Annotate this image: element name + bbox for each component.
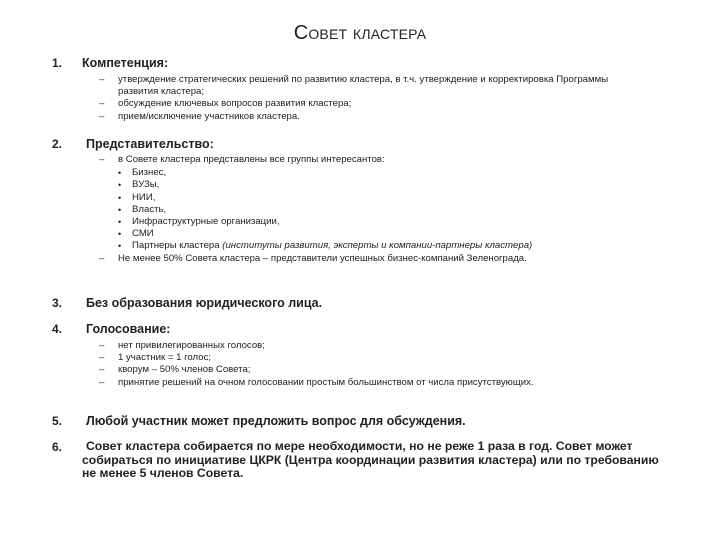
- list-item: – 1 участник = 1 голос;: [99, 352, 212, 364]
- section-heading: Без образования юридического лица.: [86, 296, 323, 310]
- section-number: 3.: [52, 296, 63, 310]
- list-item: – утверждение стратегических решений по развитию кластера, в т.ч. утверждение и корректировка Программы развития кластера;: [99, 74, 609, 98]
- list-item: – нет привилегированных голосов;: [99, 340, 265, 351]
- list-item: – кворум – 50% членов Совета;: [99, 364, 251, 376]
- section-number: 4.: [52, 322, 63, 336]
- list-item: – обсуждение ключевых вопросов развития кластера;: [99, 98, 352, 110]
- section-number: 2.: [52, 137, 63, 151]
- list-item: – принятие решений на очном голосовании простым большинством от числа присутствующих.: [99, 376, 534, 388]
- list-item: • Власть,: [118, 203, 167, 215]
- stakeholder-groups: [118, 167, 659, 252]
- list-item: – Не менее 50% Совета кластера – представители успешных бизнес-компаний Зеленограда.: [99, 252, 527, 264]
- list-item: • Инфраструктурные организации,: [118, 216, 280, 228]
- list-item: • СМИ: [118, 228, 154, 240]
- list-item: • Бизнес,: [118, 167, 167, 179]
- section-heading: Любой участник может предложить вопрос для обсуждения.: [86, 414, 466, 428]
- section-heading: Компетенция:: [82, 56, 169, 70]
- list-item: – прием/исключение участников кластера.: [99, 110, 300, 122]
- section-number: 6.: [52, 440, 63, 454]
- section-number: 5.: [52, 414, 63, 428]
- page-title: [0, 22, 720, 45]
- section-heading: Голосование:: [86, 322, 171, 336]
- list-item: • Партнеры кластера (институты развития, эксперты и компании-партнеры кластера): [118, 240, 533, 252]
- section-number: 1.: [52, 56, 63, 70]
- page-title-text: Совет кластера: [293, 22, 427, 44]
- voting-list: [99, 340, 659, 389]
- competence-list: [99, 74, 639, 123]
- list-item: • НИИ,: [118, 191, 156, 203]
- list-item: – в Совете кластера представлены все группы интересантов: • Бизнес, • ВУЗы, • НИИ, • Власть, • Инфраструктурные организации, • СМИ • Партнеры кластера (институты развития, эксперты и компании-партнеры кластера): [99, 154, 659, 253]
- list-item: • ВУЗы,: [118, 179, 160, 191]
- representation-list: [99, 154, 659, 265]
- partners-note: (институты развития, эксперты и компании-партнеры кластера): [222, 240, 533, 252]
- section-heading: Представительство:: [86, 137, 214, 151]
- meetings-paragraph: Совет кластера собирается по мере необходимости, но не реже 1 раза в год. Совет может собираться по инициативе ЦКРК (Центра координации развития кластера) или по требованию не менее 5 членов Совета.: [82, 439, 659, 481]
